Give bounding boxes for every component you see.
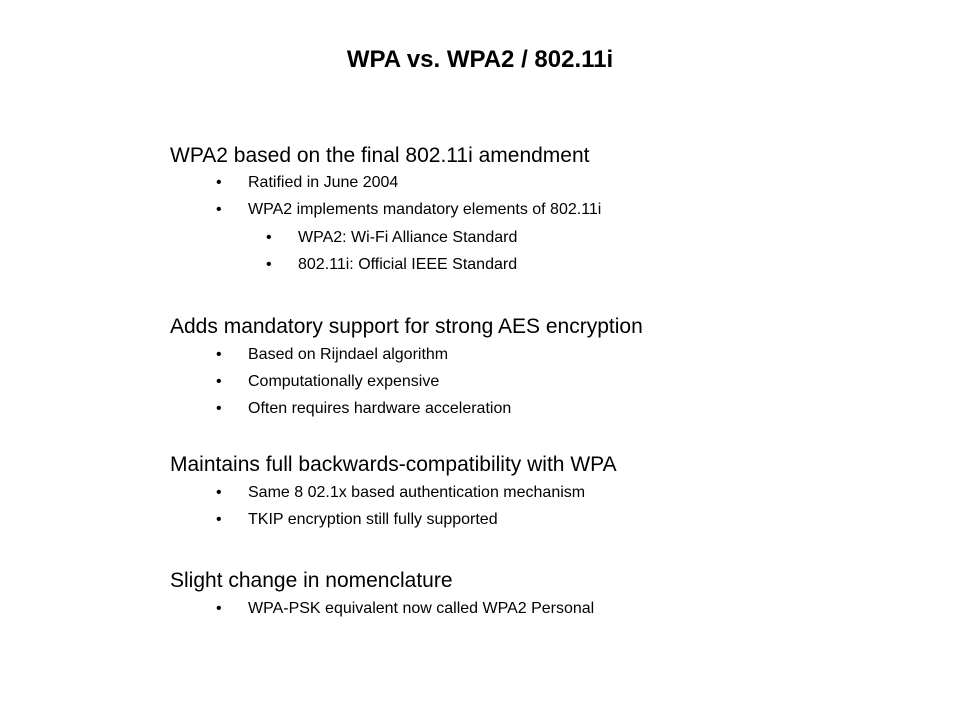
bullet-icon: • bbox=[216, 600, 222, 617]
bullet-icon: • bbox=[216, 201, 222, 218]
sub-bullet-item bbox=[266, 254, 517, 276]
sub-bullet-item bbox=[266, 227, 517, 249]
sub-bullet-text: 802.11i: Official IEEE Standard bbox=[298, 256, 518, 273]
section-heading-backwards-compat: Maintains full backwards-compatibility with WPA bbox=[170, 453, 617, 476]
section-heading-nomenclature: Slight change in nomenclature bbox=[170, 569, 453, 592]
bullet-text: WPA2 implements mandatory elements of 802.11i bbox=[248, 201, 602, 218]
bullet-item bbox=[216, 371, 439, 393]
bullet-icon: • bbox=[216, 373, 222, 390]
bullet-text: Based on Rijndael algorithm bbox=[248, 346, 449, 363]
bullet-item bbox=[216, 598, 594, 620]
bullet-item bbox=[216, 344, 448, 366]
section-heading-wpa2-basis: WPA2 based on the final 802.11i amendment bbox=[170, 144, 590, 167]
bullet-icon: • bbox=[216, 346, 222, 363]
bullet-icon: • bbox=[266, 229, 272, 246]
bullet-text: WPA-PSK equivalent now called WPA2 Personal bbox=[248, 600, 595, 617]
bullet-icon: • bbox=[216, 484, 222, 501]
bullet-icon: • bbox=[216, 400, 222, 417]
bullet-text: Computationally expensive bbox=[248, 373, 440, 390]
bullet-text: TKIP encryption still fully supported bbox=[248, 511, 498, 528]
slide-title: WPA vs. WPA2 / 802.11i bbox=[346, 46, 614, 73]
section-heading-aes: Adds mandatory support for strong AES encryption bbox=[170, 315, 643, 338]
sub-bullet-text: WPA2: Wi-Fi Alliance Standard bbox=[298, 229, 518, 246]
bullet-icon: • bbox=[266, 256, 272, 273]
bullet-text: Ratified in June 2004 bbox=[248, 174, 399, 191]
bullet-item bbox=[216, 199, 601, 221]
bullet-text: Often requires hardware acceleration bbox=[248, 400, 512, 417]
bullet-icon: • bbox=[216, 511, 222, 528]
bullet-item bbox=[216, 482, 585, 504]
bullet-item bbox=[216, 398, 511, 420]
bullet-item bbox=[216, 172, 398, 194]
bullet-item bbox=[216, 509, 498, 531]
bullet-text: Same 8 02.1x based authentication mechanism bbox=[248, 484, 586, 501]
bullet-icon: • bbox=[216, 174, 222, 191]
